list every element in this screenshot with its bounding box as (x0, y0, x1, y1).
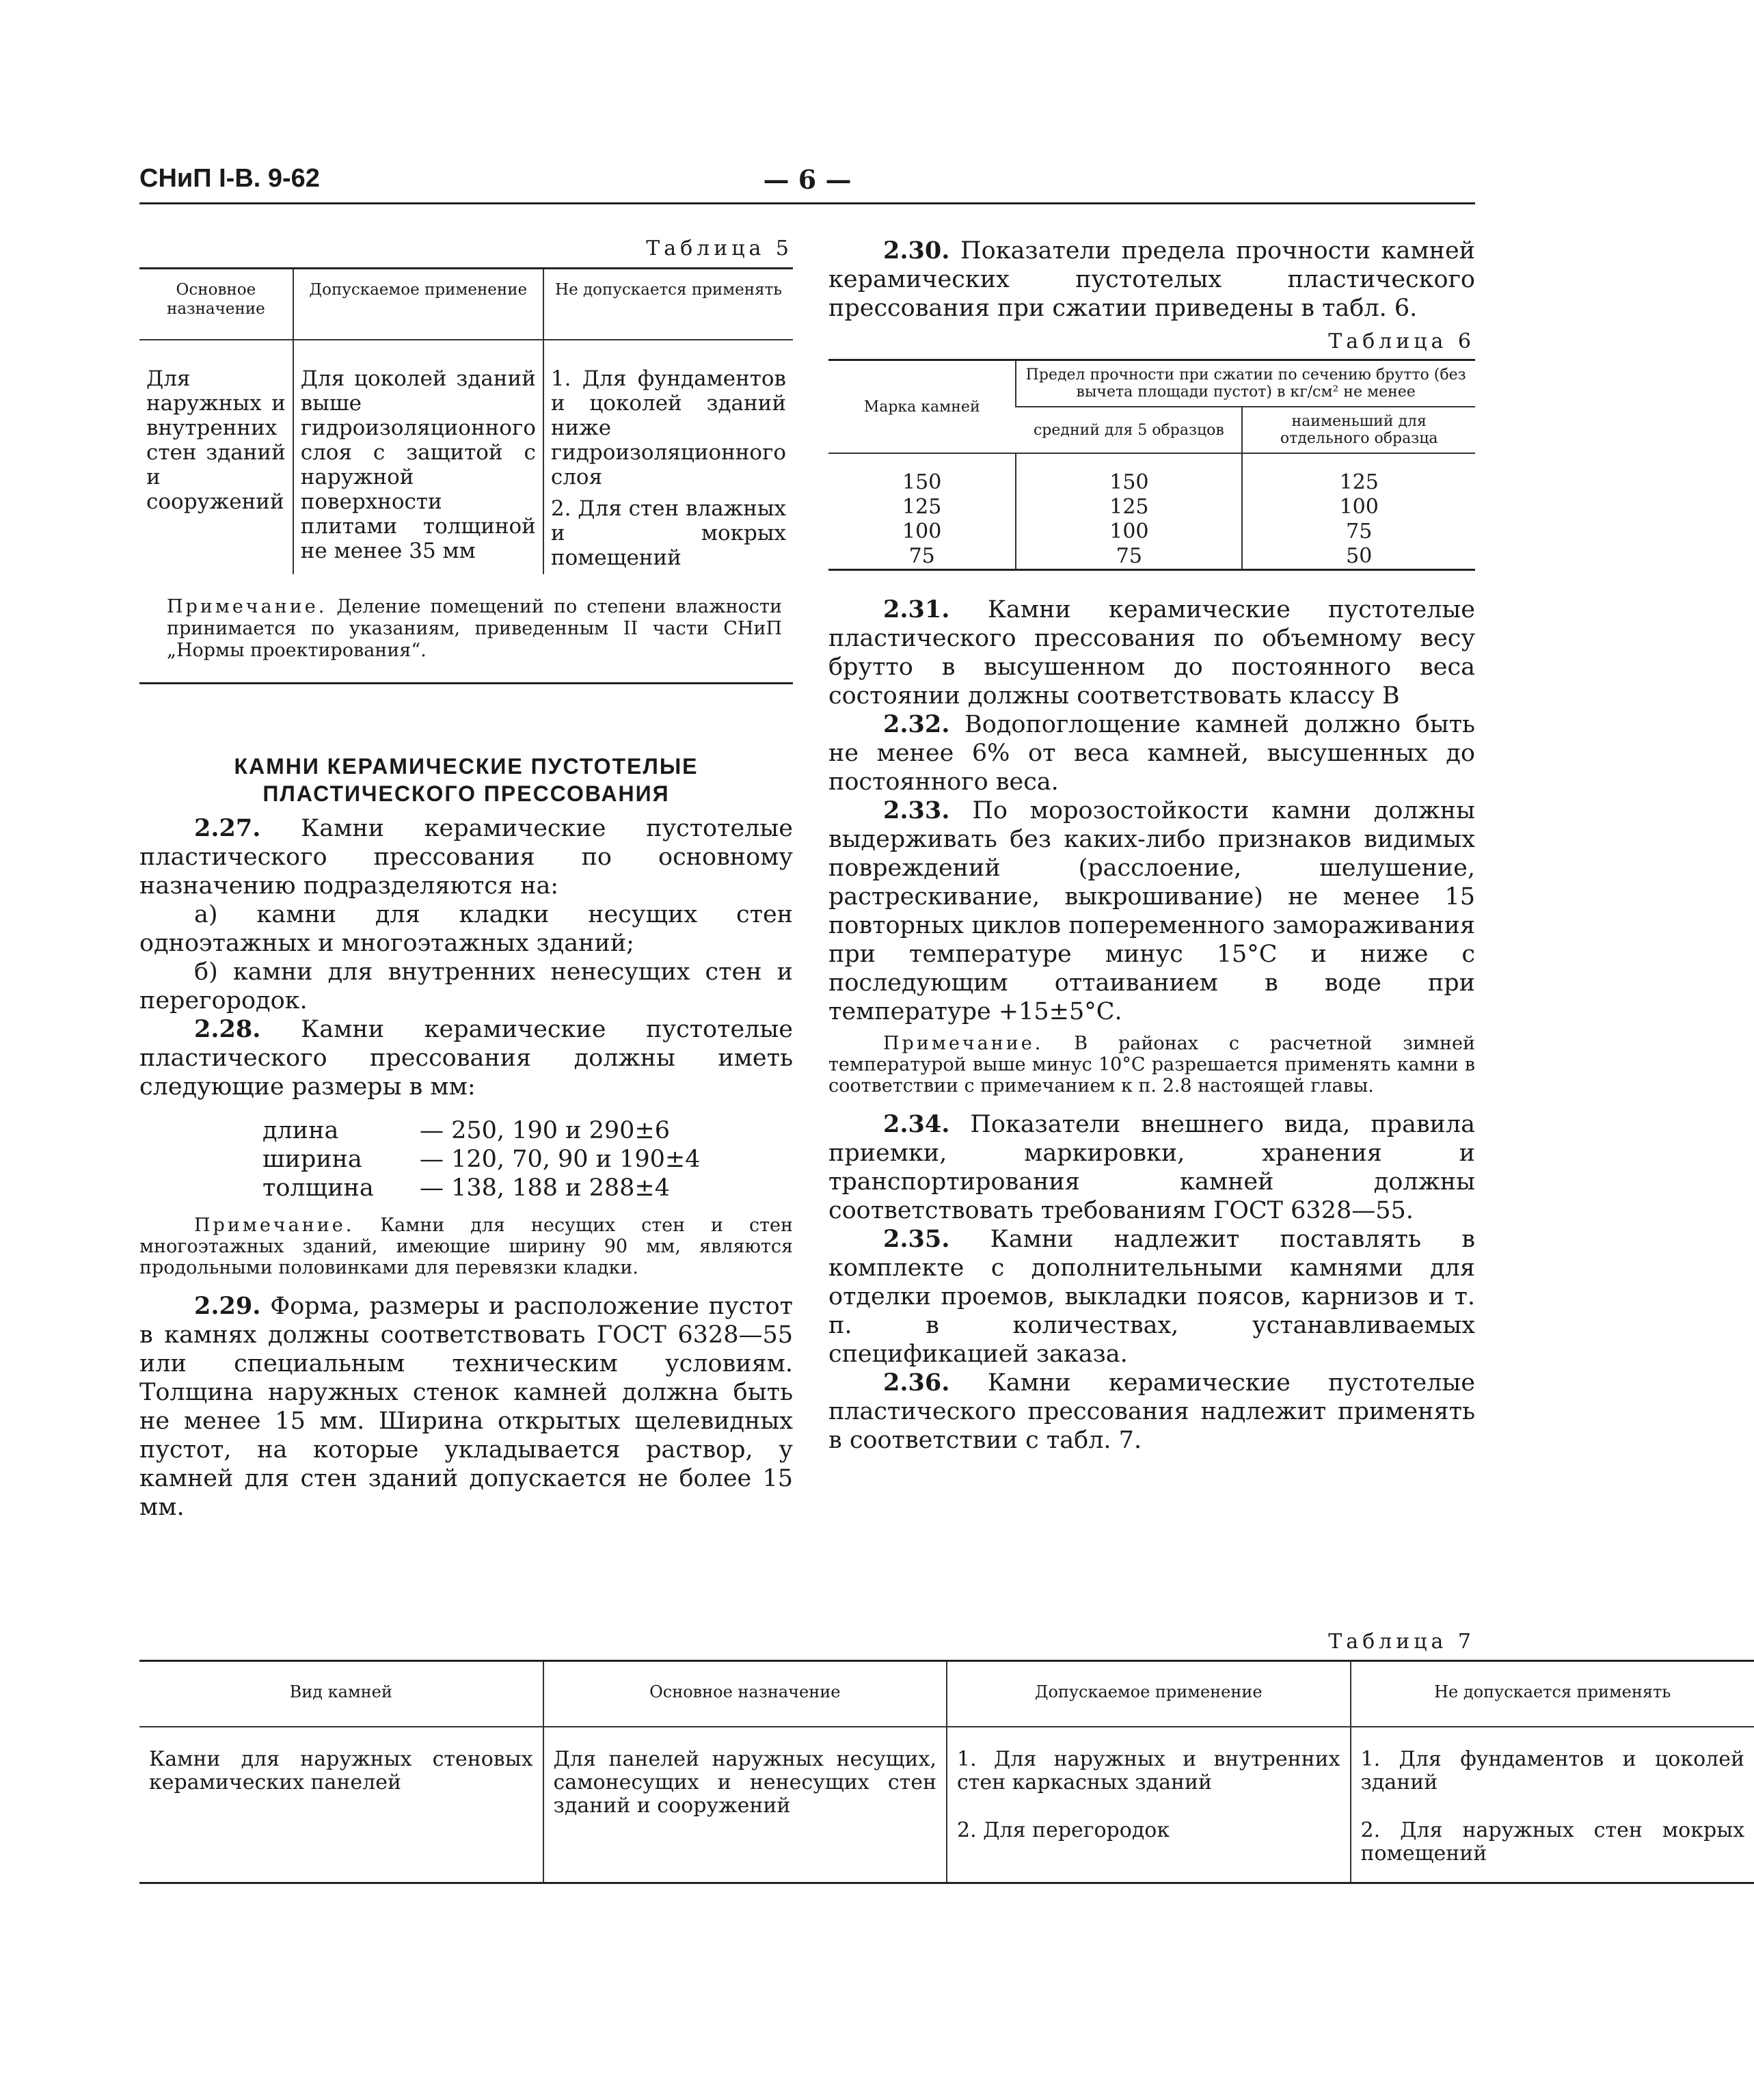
paragraph-text: Показатели предела прочности камней керамических пустотелых пластического прессования при сжатии приведены в табл. 6. (828, 237, 1475, 322)
paragraph-2-30 (828, 237, 1475, 323)
section-title-line2: ПЛАСТИЧЕСКОГО ПРЕССОВАНИЯ (262, 781, 670, 806)
table6-header-strength: Предел прочности при сжатии по сечению брутто (без вычета площади пустот) в кг/см² не менее (1016, 360, 1475, 407)
table7-caption: Таблица 7 (1328, 1630, 1475, 1654)
paragraph-number: 2.35. (883, 1225, 950, 1253)
table7-allowed-1: 1. Для наружных и внутренних стен каркасных зданий (957, 1747, 1340, 1794)
note-2-28 (139, 1215, 793, 1278)
table5-cell-forbidden (543, 340, 793, 574)
paragraph-number: 2.36. (883, 1369, 950, 1397)
table7-cell-purpose: Для панелей наружных несущих, самонесущих и ненесущих стен зданий и сооружений (543, 1727, 947, 1883)
paragraph-number: 2.28. (194, 1015, 261, 1043)
table7-header-1: Вид камней (139, 1661, 543, 1727)
paragraph-text: Форма, размеры и расположение пустот в камнях должны соответствовать ГОСТ 6328—55 или специальным техническим условиям. Толщина наружных стенок камней должна быть не менее 15 мм. Ширина открытых щелевидных пустот, на которые укладывается раствор, у камней для стен зданий допускается не более 15 мм. (139, 1293, 793, 1521)
paragraph-2-32 (828, 710, 1475, 796)
table-cell: 125 (1339, 470, 1379, 494)
table5-note-label: Примечание. (167, 596, 327, 617)
paragraph-2-34 (828, 1110, 1475, 1225)
table-cell: 150 (902, 470, 942, 494)
table7-header-3: Допускаемое применение (947, 1661, 1351, 1727)
table5-header-2: Допускаемое применение (293, 269, 543, 340)
table6-header-average: средний для 5 образцов (1016, 407, 1242, 453)
paragraph-text: Водопоглощение камней должно быть не менее 6% от веса камней, высушенных до постоянного веса. (828, 711, 1475, 796)
dimension-name: длина (262, 1117, 339, 1144)
section-title (139, 753, 793, 807)
table5-forbidden-2: 2. Для стен влажных и мокрых помещений (550, 496, 786, 570)
table6-minimums (1242, 453, 1475, 570)
table-cell: 75 (1116, 544, 1142, 568)
dimension-value: — 138, 188 и 288±4 (420, 1174, 670, 1202)
paragraph-text: Камни керамические пустотелые пластического прессования по основному назначению подразделяются на: (139, 815, 793, 900)
table-cell: 125 (1109, 495, 1149, 519)
table6-header-mark: Марка камней (828, 360, 1016, 454)
table7-header-2: Основное назначение (543, 1661, 947, 1727)
table-cell: 75 (1346, 520, 1373, 543)
table-cell: 50 (1346, 544, 1373, 568)
dimension-width (262, 1145, 793, 1174)
table5-note (139, 574, 793, 684)
section-title-line1: КАМНИ КЕРАМИЧЕСКИЕ ПУСТОТЕЛЫЕ (234, 754, 699, 779)
table5 (139, 267, 793, 684)
table5-forbidden-1: 1. Для фундаментов и цоколей зданий ниже гидроизоляционного слоя (550, 366, 786, 489)
paragraph-2-36 (828, 1369, 1475, 1455)
dimension-value: — 250, 190 и 290±6 (420, 1117, 670, 1144)
table7-cell-allowed (947, 1727, 1351, 1883)
table5-cell-purpose: Для наружных и внутренних стен зданий и сооружений (146, 366, 286, 514)
table-cell: 100 (1339, 495, 1379, 519)
paragraph-number: 2.34. (883, 1110, 950, 1138)
table7-allowed-2: 2. Для перегородок (957, 1818, 1170, 1842)
paragraph-2-33 (828, 796, 1475, 1026)
dimension-name: толщина (262, 1174, 374, 1202)
paragraph-text: Камни керамические пустотелые пластического прессования надлежит применять в соответствии с табл. 7. (828, 1369, 1475, 1454)
table6 (828, 359, 1475, 571)
paragraph-text: Камни надлежит поставлять в комплекте с дополнительными камнями для отделки проемов, выкладки поясов, карнизов и т. п. в количествах, устанавливаемых спецификацией заказа. (828, 1226, 1475, 1368)
table7-forbidden-1: 1. Для фундаментов и цоколей зданий (1360, 1747, 1744, 1794)
table7 (139, 1660, 1754, 1884)
note-label: Примечание. (194, 1215, 355, 1236)
paragraph-2-29 (139, 1292, 793, 1522)
paragraph-text: Показатели внешнего вида, правила приемки, маркировки, хранения и транспортирования камней должны соответствовать требованиям ГОСТ 6328—55. (828, 1111, 1475, 1224)
paragraph-2-27 (139, 814, 793, 900)
page-number: — 6 — (763, 164, 852, 195)
table6-header-minimum: наименьший для отдельного образца (1242, 407, 1475, 453)
paragraph-text: Камни керамические пустотелые пластического прессования должны иметь следующие размеры в мм: (139, 1016, 793, 1101)
table7-cell-forbidden (1351, 1727, 1754, 1883)
table6-caption: Таблица 6 (1328, 329, 1475, 353)
list-item-b: б) камни для внутренних ненесущих стен и перегородок. (139, 958, 793, 1014)
note-text: Камни для несущих стен и стен многоэтажных зданий, имеющие ширину 90 мм, являются продольными половинками для перевязки кладки. (139, 1215, 793, 1278)
dimension-value: — 120, 70, 90 и 190±4 (420, 1146, 701, 1173)
paragraph-number: 2.27. (194, 814, 261, 842)
table-cell: 75 (908, 544, 935, 568)
table7-forbidden-2: 2. Для наружных стен мокрых помещений (1360, 1818, 1744, 1866)
note-text: В районах с расчетной зимней температурой выше минус 10°С разрешается применять камни в соответствии с примечанием к п. 2.8 настоящей главы. (828, 1033, 1475, 1096)
table5-note-text: Деление помещений по степени влажности принимается по указаниям, приведенным II части СНиП „Нормы проектирования“. (167, 596, 782, 661)
page-header (139, 164, 1475, 205)
paragraph-text: Камни керамические пустотелые пластического прессования по объемному весу брутто в высушенном до постоянного веса состоянии должны соответствовать классу В (828, 596, 1475, 710)
note-2-33 (828, 1033, 1475, 1096)
paragraph-2-28 (139, 1015, 793, 1101)
table5-caption: Таблица 5 (646, 237, 793, 260)
dimension-name: ширина (262, 1146, 362, 1173)
note-label: Примечание. (883, 1033, 1044, 1054)
dimension-length (262, 1116, 793, 1145)
paragraph-number: 2.29. (194, 1292, 261, 1320)
table6-averages (1016, 453, 1242, 570)
dimensions-list (262, 1116, 793, 1202)
header-rule (139, 202, 1475, 204)
right-column (828, 237, 1475, 1455)
table-cell: 100 (1109, 520, 1149, 543)
dimension-thickness (262, 1174, 793, 1202)
paragraph-number: 2.32. (883, 710, 950, 738)
table-cell: 125 (902, 495, 942, 519)
paragraph-number: 2.31. (883, 595, 950, 623)
table5-header-1: Основное назначение (139, 269, 293, 340)
table-cell: 100 (902, 520, 942, 543)
table5-cell-allowed: Для цоколей зданий выше гидроизоляционного слоя с защитой с наружной поверхности плитами толщиной не менее 35 мм (293, 340, 543, 574)
table6-marks (828, 453, 1016, 570)
paragraph-2-35 (828, 1225, 1475, 1369)
table7-header-4: Не допускается применять (1351, 1661, 1754, 1727)
left-column (139, 237, 793, 1522)
paragraph-number: 2.30. (883, 237, 950, 265)
table5-header-3: Не допускается применять (543, 269, 793, 340)
paragraph-text: По морозостойкости камни должны выдерживать без каких-либо признаков видимых повреждений (расслоение, шелушение, растрескивание, выкрошивание) не менее 15 повторных циклов попеременного замораживания при температуре минус 15°С и ниже с последующим оттаиванием в воде при температуре +15±5°С. (828, 797, 1475, 1025)
table7-cell-type: Камни для наружных стеновых керамических панелей (149, 1747, 533, 1794)
list-item-a: а) камни для кладки несущих стен одноэтажных и многоэтажных зданий; (139, 901, 793, 957)
table-cell: 150 (1109, 470, 1149, 494)
paragraph-2-31 (828, 595, 1475, 710)
document-code: СНиП I-В. 9-62 (139, 164, 320, 193)
paragraph-number: 2.33. (883, 796, 950, 824)
